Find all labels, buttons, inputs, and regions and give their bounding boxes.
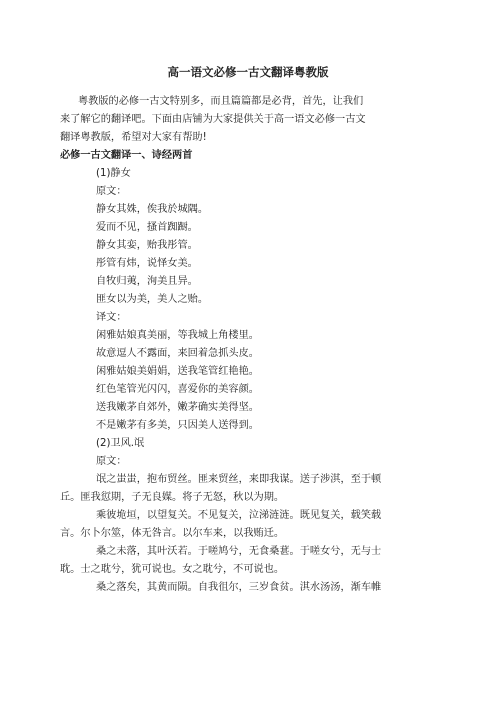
translation-line: 送我嫩茅自郊外，嫩茅确实美得坚。 — [96, 402, 259, 413]
paragraph-line: 桑之未落，其叶沃若。于嗟鸠兮，无食桑葚。于嗟女兮，无与士 — [96, 546, 382, 557]
section-heading: 必修一古文翻译一、诗经两首 — [60, 150, 193, 161]
poem-line: 彤管有炜，说怿女美。 — [96, 258, 198, 269]
poem-line: 静女其姝，俟我於城隅。 — [96, 204, 209, 215]
translation-line: 红色笔管光闪闪，喜爱你的美容颜。 — [96, 384, 259, 395]
paragraph-line: 桑之落矣，其黄而陨。自我徂尔，三岁食贫。淇水汤汤，渐车帷 — [96, 582, 382, 593]
poem-title: (2)卫风.氓 — [96, 438, 145, 449]
paragraph-line: 氓之蚩蚩，抱布贸丝。匪来贸丝，来即我谋。送子涉淇，至于顿 — [96, 474, 382, 485]
paragraph-line: 言。尔卜尔筮，体无咎言。以尔车来，以我贿迁。 — [60, 528, 285, 539]
poem-line: 静女其娈，贻我彤管。 — [96, 240, 198, 251]
translation-line: 闲雅姑娘美娟娟，送我笔管红艳艳。 — [96, 366, 259, 377]
intro-line: 翻译粤教版，希望对大家有帮助! — [60, 132, 207, 143]
paragraph-line: 耽。士之耽兮，犹可说也。女之耽兮，不可说也。 — [60, 564, 285, 575]
original-label: 原文： — [96, 186, 127, 197]
intro-line: 粤教版的必修一古文特别多，而且篇篇都是必背，首先，让我们 — [78, 96, 364, 107]
document-title: 高一语文必修一古文翻译粤教版 — [167, 65, 329, 79]
translation-line: 闲雅姑娘真美丽，等我城上角楼里。 — [96, 330, 259, 341]
poem-line: 匪女以为美，美人之贻。 — [96, 294, 209, 305]
paragraph-line: 乘彼垝垣，以望复关。不见复关，泣涕涟涟。既见复关，载笑载 — [96, 510, 382, 521]
original-label: 原文： — [96, 456, 127, 467]
intro-line: 来了解它的翻译吧。下面由店铺为大家提供关于高一语文必修一古文 — [60, 114, 366, 125]
poem-title: (1)静女 — [96, 168, 131, 179]
translation-line: 故意逗人不露面，来回着急抓头皮。 — [96, 348, 259, 359]
poem-line: 爱而不见，搔首踟蹰。 — [96, 222, 198, 233]
translation-label: 译文： — [96, 312, 127, 323]
translation-line: 不是嫩茅有多美，只因美人送得到。 — [96, 420, 259, 431]
poem-line: 自牧归荑，洵美且异。 — [96, 276, 198, 287]
paragraph-line: 丘。匪我愆期，子无良媒。将子无怒，秋以为期。 — [60, 492, 285, 503]
